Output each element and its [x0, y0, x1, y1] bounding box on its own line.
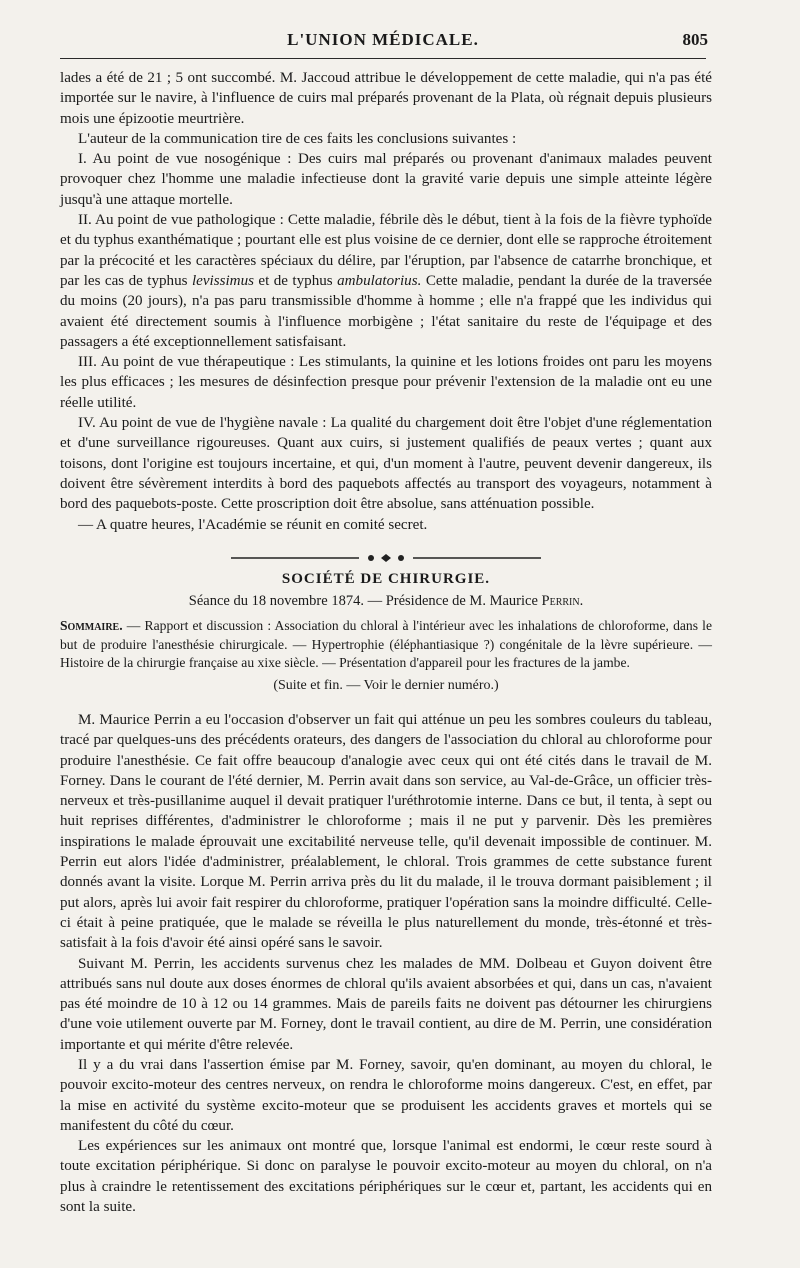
academy-closing-line: — A quatre heures, l'Académie se réunit en comité secret. [78, 516, 428, 533]
conclusion-2 [60, 210, 712, 352]
running-header [60, 28, 706, 59]
body-paragraph-3: Il y a du vrai dans l'assertion émise par M. Forney, savoir, qu'en dominant, au moyen du chloral, le pouvoir excito-moteur des centres nerveux, on rendra le chloroforme moins dangereux. C'est, en effet, par la mise en activité du système excito-moteur que se produisent les accidents graves et mortels qui se manifestent du côté du cœur. [60, 1056, 712, 1134]
body-paragraph-1: M. Maurice Perrin a eu l'occasion d'observer un fait qui atténue un peu les sombres couleurs du tableau, tracé par quelques-uns des précédents orateurs, des dangers de l'association du chloral au chloroforme pour produire l'anesthésie. Ce fait offre beaucoup d'analogie avec ceux qui ont été cités dans le travail de M. Forney. Dans le courant de l'été dernier, M. Perrin avait dans son service, au Val-de-Grâce, un officier très-nerveux et très-pusillanime auquel il devait pratiquer l'uréthrotomie interne. Dans ce but, il tenta, à sept ou huit reprises différentes, d'administrer le chloroforme ; mais il ne put y parvenir. Dès les premières inspirations le malade éprouvait une excitabilité nerveuse telle, qu'il devenait impossible de continuer. M. Perrin eut alors l'idée d'administrer, préalablement, le chloral. Trois grammes de cette substance furent donnés avant la visite. Lorque M. Perrin arriva près du lit du malade, il le trouva dormant paisiblement ; il put alors, après lui avoir fait respirer du chloroforme, pratiquer l'opération sans la moindre difficulté. Celle-ci était à peine pratiquée, que le malade se réveilla le plus naturellement du monde, très-étonné et très-satisfait à la fois d'avoir été ainsi opéré sans le savoir. [60, 711, 712, 952]
article-paragraph-1: lades a été de 21 ; 5 ont succombé. M. Jaccoud attribue le développement de cette maladie, qui n'a pas été importée sur le navire, à l'influence de cuirs mal préparés provenant de la Plata, où régnait depuis plusieurs mois une épizootie meurtrière. [60, 70, 712, 127]
summary-text: — Rapport et discussion : Association du chloral à l'intérieur avec les inhalations de chloroforme, dans le but de produire l'anesthésie chirurgicale. — Hypertrophie (éléphantiasique ?) congénitale de la lèvre supérieure. — Histoire de la chirurgie française au xixe siècle. — Présentation d'appareil pour les fractures de la jambe. [60, 618, 712, 671]
session-line [60, 591, 712, 611]
section-ornament [231, 553, 541, 563]
page-content [60, 68, 712, 1217]
session-president-name: Perrin [541, 593, 580, 610]
conclusion-2-text-b: et de typhus [254, 272, 338, 289]
article-paragraph-2: L'auteur de la communication tire de ces faits les conclusions suivantes : [78, 130, 517, 147]
session-text: Séance du 18 novembre 1874. — Présidence de M. Maurice [188, 593, 542, 610]
summary [60, 617, 712, 672]
body-paragraph-4: Les expériences sur les animaux ont montré que, lorsque l'animal est endormi, le cœur reste sourd à toute excitation périphérique. Si donc on paralyse le pouvoir excito-moteur au moyen du chloral, on n'a plus à craindre le retentissement des excitations périphériques sur le cœur et, partant, les accidents qui en sont la suite. [60, 1138, 712, 1216]
conclusion-4: IV. Au point de vue de l'hygiène navale : La qualité du chargement doit être l'objet d'une réglementation et d'une surveillance rigoureuses. Quant aux cuirs, si justement qualifiés de peaux vertes ; quant aux toisons, dont l'origine est toujours incertaine, et qui, d'un moment à l'autre, peuvent devenir dangereux, ils doivent être sévèrement interdits à bord des paquebots affectés au transport des voyageurs, notamment à bord des paquebots-poste. Cette proscription doit être absolue, sans atténuation possible. [60, 415, 712, 513]
summary-lead: Sommaire. [60, 618, 123, 634]
conclusion-3: III. Au point de vue thérapeutique : Les stimulants, la quinine et les lotions froides ont paru les moyens les plus efficaces ; les mesures de désinfection presque pour prévenir l'extension de la maladie ont eu une réelle utilité. [60, 354, 712, 411]
body-paragraph-2: Suivant M. Perrin, les accidents survenus chez les malades de MM. Dolbeau et Guyon doivent être attribués sans nul doute aux doses énormes de chloral qu'ils avaient absorbées et qui, dans un cas, n'avaient pas été moindre de 10 à 12 ou 14 grammes. Mais de pareils faits ne doivent pas détourner les chirurgiens d'une voie utilement ouverte par M. Forney, dont le travail contient, au dire de M. Perrin, une considération importante et qui mérite d'être relevée. [60, 955, 712, 1053]
conclusion-2-italic-1: levissimus [191, 272, 254, 289]
section-title: SOCIÉTÉ DE CHIRURGIE. [281, 570, 491, 587]
running-title: L'UNION MÉDICALE. [287, 30, 479, 49]
conclusion-2-text-c: Cette maladie, pendant la durée de la traversée du moins (20 jours), n'a pas paru transmissible d'homme à homme ; elle n'a frappé que les individus qui avaient été directement soumis à l'influence morbigène ; l'état sanitaire du reste de l'équipage et des passagers a été exceptionnellement satisfaisant. [60, 272, 712, 350]
conclusion-2-italic-2: ambulatorius. [337, 272, 422, 289]
conclusion-2-text-a: II. Au point de vue pathologique : Cette maladie, fébrile dès le début, tient à la fois de la fièvre typhoïde et du typhus exanthématique ; pourtant elle est plus voisine de ce dernier, dont elle se rapproche étroitement par la précocité et les caractères spéciaux du délire, par l'éruption, par l'absence de catarrhe bronchique, et par les cas de typhus [60, 212, 712, 289]
conclusion-1: I. Au point de vue nosogénique : Des cuirs mal préparés ou provenant d'animaux malades peuvent provoquer chez l'homme une maladie infectieuse dont la gravité varie depuis une simple atteinte légère jusqu'à une attaque mortelle. [60, 151, 712, 208]
ornament-rule-icon [231, 553, 541, 563]
page-number: 805 [682, 30, 708, 49]
continuation-note: (Suite et fin. — Voir le dernier numéro.) [273, 677, 499, 693]
session-suffix: . [579, 593, 584, 610]
